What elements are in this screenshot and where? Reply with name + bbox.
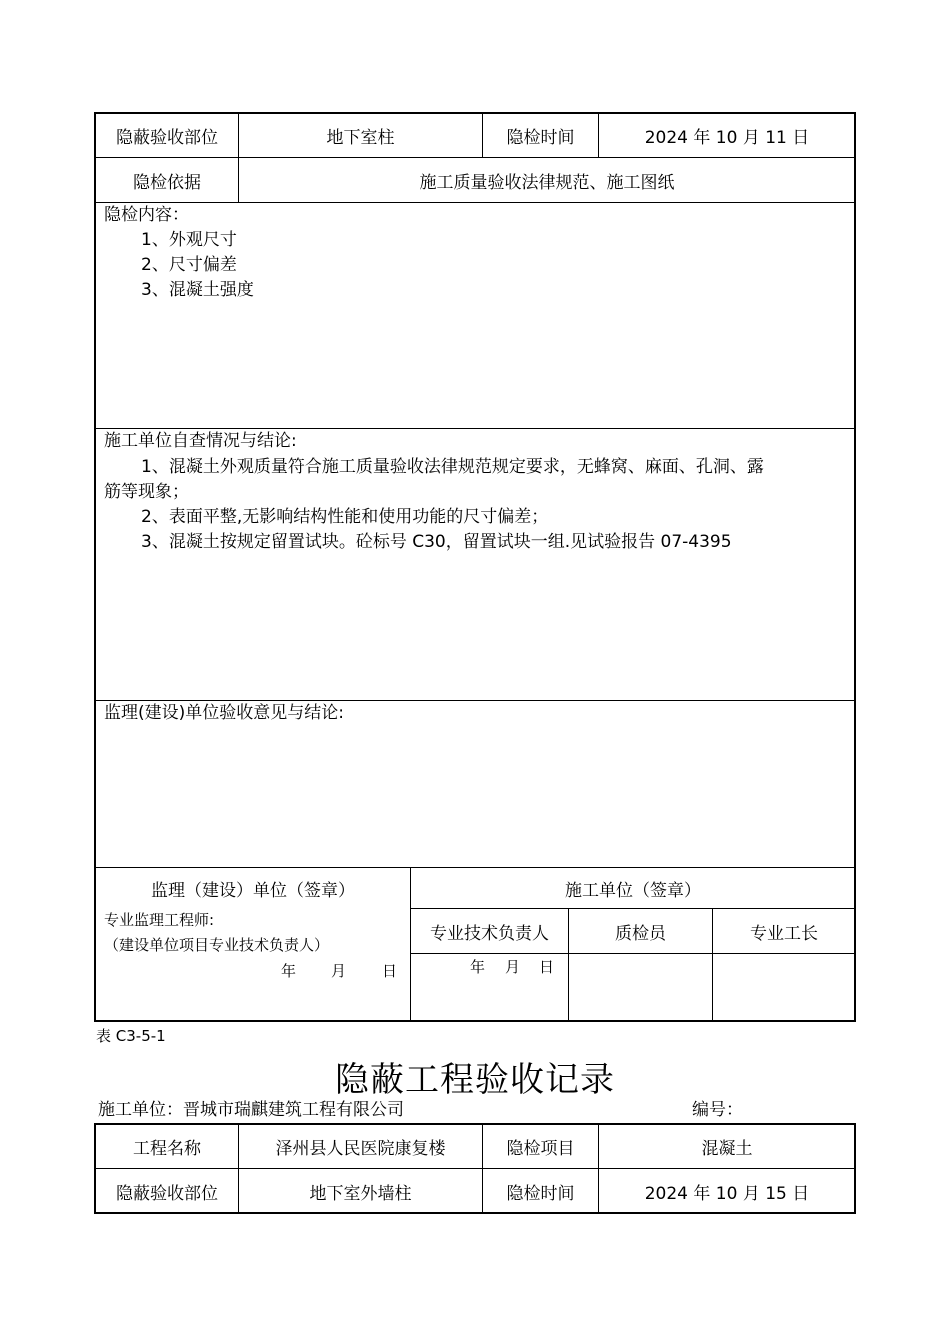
date-year: 年 <box>470 958 486 976</box>
engineer-alt-label: （建设单位项目专业技术负责人） <box>104 936 330 954</box>
date-year: 年 <box>281 962 297 980</box>
self-check-line: 筋等现象； <box>104 482 189 502</box>
inspector-label: 质检员 <box>615 923 666 944</box>
engineer-label: 专业监理工程师: <box>104 911 215 929</box>
inspection-heading: 隐检内容： <box>104 205 189 225</box>
form-title: 隐蔽工程验收记录 <box>335 1060 615 1100</box>
time-value: 2024 年 10 月 11 日 <box>644 127 810 148</box>
contractor-seal-label: 施工单位（签章） <box>565 880 701 901</box>
self-check-line: 2、表面平整,无影响结构性能和使用功能的尺寸偏差； <box>141 507 549 527</box>
date-day: 日 <box>382 962 398 980</box>
inspection-item: 3、混凝土强度 <box>141 280 254 300</box>
date-month: 月 <box>505 958 521 976</box>
project-name-label: 工程名称 <box>133 1139 201 1159</box>
location-value: 地下室外墙柱 <box>309 1183 412 1204</box>
basis-value: 施工质量验收法律规范、施工图纸 <box>419 172 675 193</box>
inspection-item: 1、外观尺寸 <box>141 230 237 250</box>
time-label: 隐检时间 <box>506 1183 575 1204</box>
time-label: 隐检时间 <box>506 127 575 148</box>
form-code: 表 C3-5-1 <box>96 1027 166 1045</box>
contractor-name: 施工单位：晋城市瑞麒建筑工程有限公司 <box>98 1100 404 1120</box>
tech-lead-label: 专业技术负责人 <box>430 923 549 944</box>
date-month: 月 <box>331 962 347 980</box>
self-check-heading: 施工单位自查情况与结论: <box>104 431 297 451</box>
date-day: 日 <box>539 958 555 976</box>
inspection-item-value: 混凝土 <box>701 1139 753 1159</box>
row-divider <box>410 953 855 954</box>
location-value: 地下室柱 <box>326 127 395 148</box>
foreman-label: 专业工长 <box>750 923 818 944</box>
location-label: 隐蔽验收部位 <box>116 1183 218 1204</box>
self-check-line: 1、混凝土外观质量符合施工质量验收法律规范规定要求，无蜂窝、麻面、孔洞、露 <box>141 457 764 477</box>
location-label: 隐蔽验收部位 <box>116 127 218 148</box>
supervision-seal-label: 监理（建设）单位（签章） <box>151 880 355 901</box>
supervision-heading: 监理(建设)单位验收意见与结论: <box>104 703 344 723</box>
project-name-value: 泽州县人民医院康复楼 <box>275 1139 446 1159</box>
inspection-item-label: 隐检项目 <box>506 1139 575 1159</box>
row-divider <box>95 202 855 203</box>
time-value: 2024 年 10 月 15 日 <box>644 1183 810 1204</box>
inspection-item: 2、尺寸偏差 <box>141 255 237 275</box>
self-check-line: 3、混凝土按规定留置试块。砼标号 C30，留置试块一组.见试验报告 07-4395 <box>141 532 732 552</box>
number-label: 编号： <box>692 1100 743 1120</box>
basis-label: 隐检依据 <box>133 172 201 193</box>
